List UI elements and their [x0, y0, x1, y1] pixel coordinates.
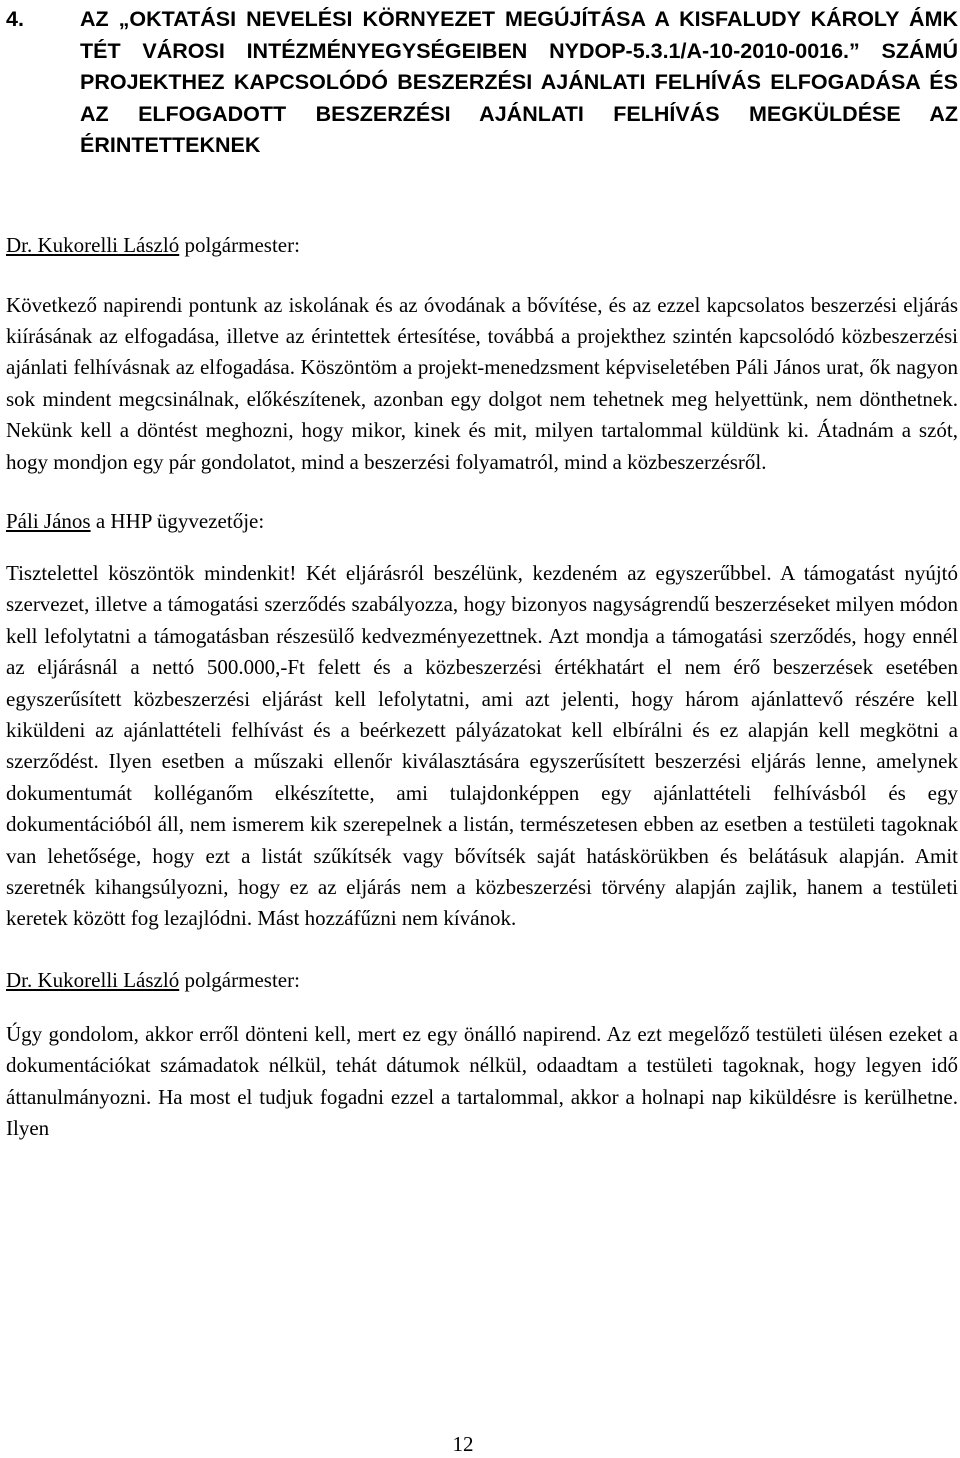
page-number: 12 [452, 1432, 474, 1456]
speech-paragraph: Következő napirendi pontunk az iskolának és az óvodának a bővítése, és az ezzel kapcsolatos beszerzési eljárás kiírásának az elfogadása, illetve az érintettek értesítése, továbbá a projekthez szintén kapcsolódó közbeszerzési ajánlati felhívásnak az elfogadása. Köszöntöm a projekt-menedzsment képviseletében Páli János urat, ők nagyon sok mindent megcsinálnak, előkészítenek, azonban egy dolgot nem tehetnek meg helyettünk, nem dönthetnek. Nekünk kell a döntést meghozni, hogy mikor, kinek és mit, milyen tartalommal küldünk ki. Átadnám a szót, hogy mondjon egy pár gondolatot, mind a beszerzési folyamatról, mind a közbeszerzésről. [6, 292, 958, 474]
speaker-role: polgármester: [179, 232, 300, 257]
section-heading [6, 4, 958, 162]
speaker-name: Dr. Kukorelli László [6, 232, 180, 257]
speech-paragraph: Úgy gondolom, akkor erről dönteni kell, mert ez egy önálló napirend. Az ezt megelőző testületi ülésen ezeket a dokumentációkat számadatok nélkül, tehát dátumok nélkül, odaadtam a testületi tagoknak, hogy legyen idő áttanulmányozni. Ha most el tudjuk fogadni ezzel a tartalommal, akkor a holnapi nap kiküldésre is kerülhetne. Ilyen [6, 1021, 958, 1141]
speaker-role: polgármester: [179, 967, 300, 992]
section-title: AZ „OKTATÁSI NEVELÉSI KÖRNYEZET MEGÚJÍTÁSA A KISFALUDY KÁROLY ÁMK TÉT VÁROSI INTÉZMÉNYEGYSÉGEIBEN NYDOP-5.3.1/A-10-2010-0016.” SZÁMÚ PROJEKTHEZ KAPCSOLÓDÓ BESZERZÉSI AJÁNLATI FELHÍVÁS ELFOGADÁSA ÉS AZ ELFOGADOTT BESZERZÉSI AJÁNLATI FELHÍVÁS MEGKÜLDÉSE AZ ÉRINTETTEKNEK [80, 7, 958, 157]
speaker-name: Dr. Kukorelli László [6, 967, 180, 992]
speaker-role: a HHP ügyvezetője: [90, 508, 265, 533]
section-number: 4. [6, 7, 24, 31]
speaker-line [6, 230, 958, 261]
speaker-line [6, 965, 958, 996]
document-page [6, 0, 958, 1144]
speaker-line [6, 506, 958, 537]
speaker-name: Páli János [6, 508, 91, 533]
speech-paragraph: Tisztelettel köszöntök mindenkit! Két eljárásról beszélünk, kezdeném az egyszerűbbel. A támogatást nyújtó szervezet, illetve a támogatási szerződés szabályozza, hogy bizonyos nagyságrendű beszerzéseket milyen módon kell lefolytatni a támogatásban részesülő kedvezményezettnek. Azt mondja a támogatási szerződés, hogy ennél az eljárásnál a nettó 500.000,-Ft felett és a közbeszerzési értékhatárt el nem érő beszerzések esetében egyszerűsített közbeszerzési eljárást kell lefolytatni, ami azt jelenti, hogy három ajánlattevő részére kell kiküldeni az ajánlattételi felhívást és a beérkezett pályázatokat kell elbírálni és ez alapján kell megkötni a szerződést. Ilyen esetben a műszaki ellenőr kiválasztására egyszerűsített beszerzési eljárás lenne, amelynek dokumentumát kolléganőm elkészítette, ami tulajdonképpen egy ajánlattételi felhívásból és egy dokumentációból áll, nem ismerem kik szerepelnek a listán, természetesen ebben az esetben a testületi tagoknak van lehetősége, hogy ezt a listát szűkítsék vagy bővítsék saját hatáskörükben és belátásuk alapján. Amit szeretnék kihangsúlyozni, hogy ez az eljárás nem a közbeszerzési törvény alapján zajlik, hanem a testületi keretek között fog lezajlódni. Mást hozzáfűzni nem kívánok. [6, 560, 958, 931]
